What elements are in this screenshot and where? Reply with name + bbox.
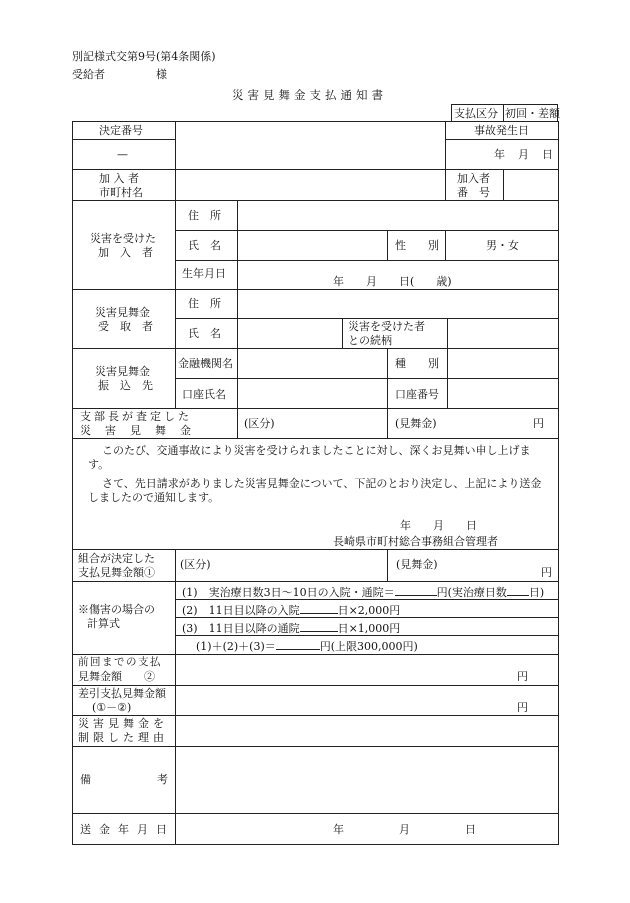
recipient-label: 受給者 bbox=[72, 68, 105, 81]
decided-amount-label: (見舞金) bbox=[396, 558, 438, 571]
member-no-label-1: 加入者 bbox=[457, 172, 490, 185]
victim-address-label: 住 所 bbox=[188, 209, 221, 222]
decided-label-1: 組合が決定した bbox=[78, 552, 155, 565]
assessed-kubun: (区分) bbox=[244, 417, 275, 430]
bank-group-label-2: 振 込 先 bbox=[98, 379, 153, 392]
prev-yen: 円 bbox=[517, 670, 528, 683]
prev-label-2: 見舞金額 ② bbox=[78, 670, 155, 683]
payment-type-label: 支払区分 bbox=[454, 107, 498, 120]
calc-row-3: (3) 11日目以降の通院 日×1,000円 bbox=[182, 622, 401, 635]
bank-group-label-1: 災害見舞金 bbox=[95, 365, 150, 378]
assessed-label-2: 災害見舞金 bbox=[80, 424, 205, 437]
victim-group-label-2: 加 入 者 bbox=[98, 246, 153, 259]
member-city-label-1: 加 入 者 bbox=[99, 172, 139, 185]
notice-date: 年 月 日 bbox=[400, 519, 477, 532]
payee-group-label-2: 受 取 者 bbox=[98, 320, 153, 333]
relationship-label-1: 災害を受けた者 bbox=[348, 320, 425, 333]
account-number-label: 口座番号 bbox=[395, 388, 439, 401]
victim-name-label: 氏 名 bbox=[188, 239, 221, 252]
account-holder-label: 口座氏名 bbox=[182, 388, 226, 401]
sent-date-label: 送金年月日 bbox=[80, 823, 175, 836]
remarks-label-b: 考 bbox=[157, 773, 168, 786]
gender-value[interactable]: 男・女 bbox=[486, 239, 519, 252]
calc-label-2: 計算式 bbox=[87, 617, 120, 630]
payee-group-label-1: 災害見舞金 bbox=[95, 306, 150, 319]
account-type-label: 種 別 bbox=[395, 357, 439, 370]
sent-date-value[interactable]: 年 月 日 bbox=[333, 823, 476, 836]
diff-label-2: (①－②) bbox=[92, 701, 132, 714]
gender-label: 性 別 bbox=[395, 239, 439, 252]
notice-paragraph-1: このたび、交通事故により災害を受けられましたことに対し、深くお見舞い申し上げます。 bbox=[88, 444, 531, 471]
prev-label-1: 前回までの支払 bbox=[78, 656, 162, 668]
form-number: 別記様式交第9号(第4条関係) bbox=[72, 50, 216, 63]
accident-date-label: 事故発生日 bbox=[474, 124, 529, 137]
dob-label: 生年月日 bbox=[182, 267, 226, 280]
relationship-label-2: との続柄 bbox=[348, 334, 392, 347]
member-no-label-2: 番 号 bbox=[457, 186, 490, 199]
diff-yen: 円 bbox=[517, 701, 528, 714]
calc-row-2: (2) 11日目以降の入院 日×2,000円 bbox=[182, 604, 401, 617]
calc-row-total: (1)＋(2)＋(3)＝ 円(上限300,000円) bbox=[196, 640, 418, 653]
recipient-honorific: 様 bbox=[156, 68, 167, 81]
bank-name-label: 金融機関名 bbox=[178, 357, 233, 370]
decided-kubun: (区分) bbox=[180, 558, 211, 571]
notice-paragraph-2: さて、先日請求がありました災害見舞金について、下記のとおり決定し、上記により送金しましたので通知します。 bbox=[88, 477, 542, 504]
assessed-label-1: 支部長が査定した bbox=[80, 410, 192, 423]
decision-number-value[interactable]: — bbox=[117, 148, 128, 161]
diff-label-1: 差引支払見舞金額 bbox=[78, 687, 166, 700]
calc-label-1: ※傷害の場合の bbox=[78, 603, 155, 616]
assessed-amount-label: (見舞金) bbox=[395, 417, 437, 430]
document-title: 災害見舞金支払通知書 bbox=[232, 88, 387, 102]
remarks-label-a: 備 bbox=[80, 773, 91, 786]
accident-date-value[interactable]: 年 月 日 bbox=[494, 148, 554, 161]
decided-yen: 円 bbox=[541, 566, 552, 579]
payee-address-label: 住 所 bbox=[188, 297, 221, 310]
issuer: 長崎県市町村総合事務組合管理者 bbox=[333, 535, 498, 548]
payment-type-value: 初回・差額 bbox=[505, 107, 560, 120]
victim-group-label-1: 災害を受けた bbox=[90, 232, 156, 245]
limit-label-1: 災害見舞金を bbox=[78, 717, 168, 730]
decision-number-label: 決定番号 bbox=[99, 124, 143, 137]
calc-row-1: (1) 実治療日数3日～10日の入院・通院＝ 円(実治療日数 日) bbox=[182, 586, 545, 599]
limit-label-2: 制限した理由 bbox=[78, 731, 168, 744]
payee-name-label: 氏 名 bbox=[188, 327, 221, 340]
member-city-label-2: 市町村名 bbox=[99, 186, 143, 199]
decided-label-2: 支払見舞金額① bbox=[78, 566, 155, 579]
dob-value[interactable]: 年 月 日( 歳) bbox=[333, 275, 452, 288]
assessed-yen: 円 bbox=[533, 417, 544, 430]
